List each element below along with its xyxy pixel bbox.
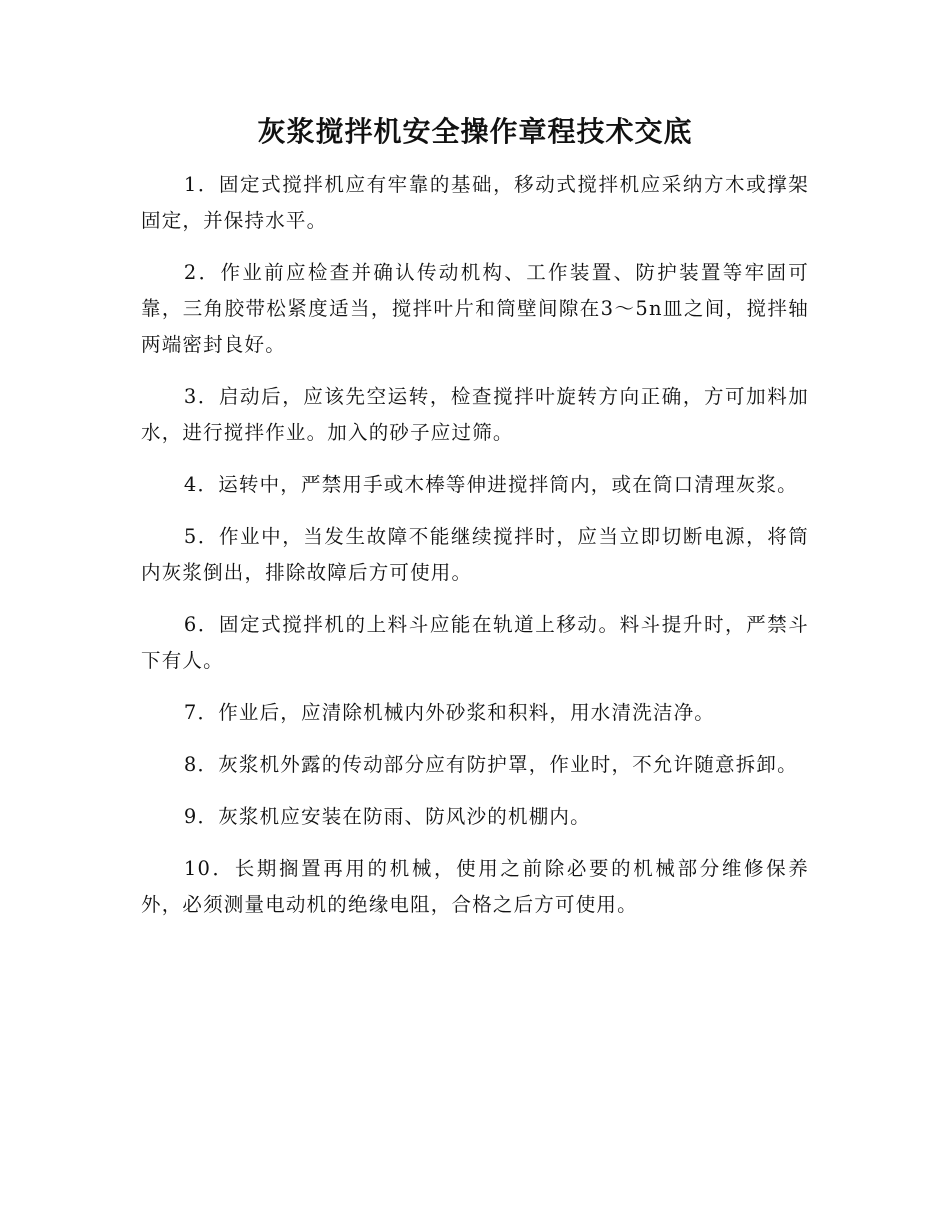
paragraph-1: 1．固定式搅拌机应有牢靠的基础，移动式搅拌机应采纳方木或撑架固定，并保持水平。 bbox=[141, 173, 809, 232]
paragraph-7: 7．作业后，应清除机械内外砂浆和积料，用水清洗洁净。 bbox=[183, 701, 715, 724]
document-body bbox=[141, 167, 809, 939]
paragraph-6: 6．固定式搅拌机的上料斗应能在轨道上移动。料斗提升时，严禁斗下有人。 bbox=[141, 613, 809, 672]
paragraph-10: 10．长期搁置再用的机械，使用之前除必要的机械部分维修保养外，必须测量电动机的绝缘电阻，合格之后方可使用。 bbox=[141, 857, 809, 916]
paragraph-8: 8．灰浆机外露的传动部分应有防护罩，作业时，不允许随意拆卸。 bbox=[183, 753, 798, 776]
paragraph-9: 9．灰浆机应安装在防雨、防风沙的机棚内。 bbox=[183, 805, 591, 828]
paragraph-2: 2．作业前应检查并确认传动机构、工作装置、防护装置等牢固可靠，三角胶带松紧度适当，搅拌叶片和筒壁间隙在3～5n皿之间，搅拌轴两端密封良好。 bbox=[141, 261, 809, 356]
paragraph-4: 4．运转中，严禁用手或木棒等伸进搅拌筒内，或在筒口清理灰浆。 bbox=[183, 473, 798, 496]
document-title: 灰浆搅拌机安全操作章程技术交底 bbox=[257, 115, 693, 148]
paragraph-5: 5．作业中，当发生故障不能继续搅拌时，应当立即切断电源，将筒内灰浆倒出，排除故障后方可使用。 bbox=[141, 525, 809, 584]
paragraph-3: 3．启动后，应该先空运转，检查搅拌叶旋转方向正确，方可加料加水，进行搅拌作业。加入的砂子应过筛。 bbox=[141, 385, 809, 444]
